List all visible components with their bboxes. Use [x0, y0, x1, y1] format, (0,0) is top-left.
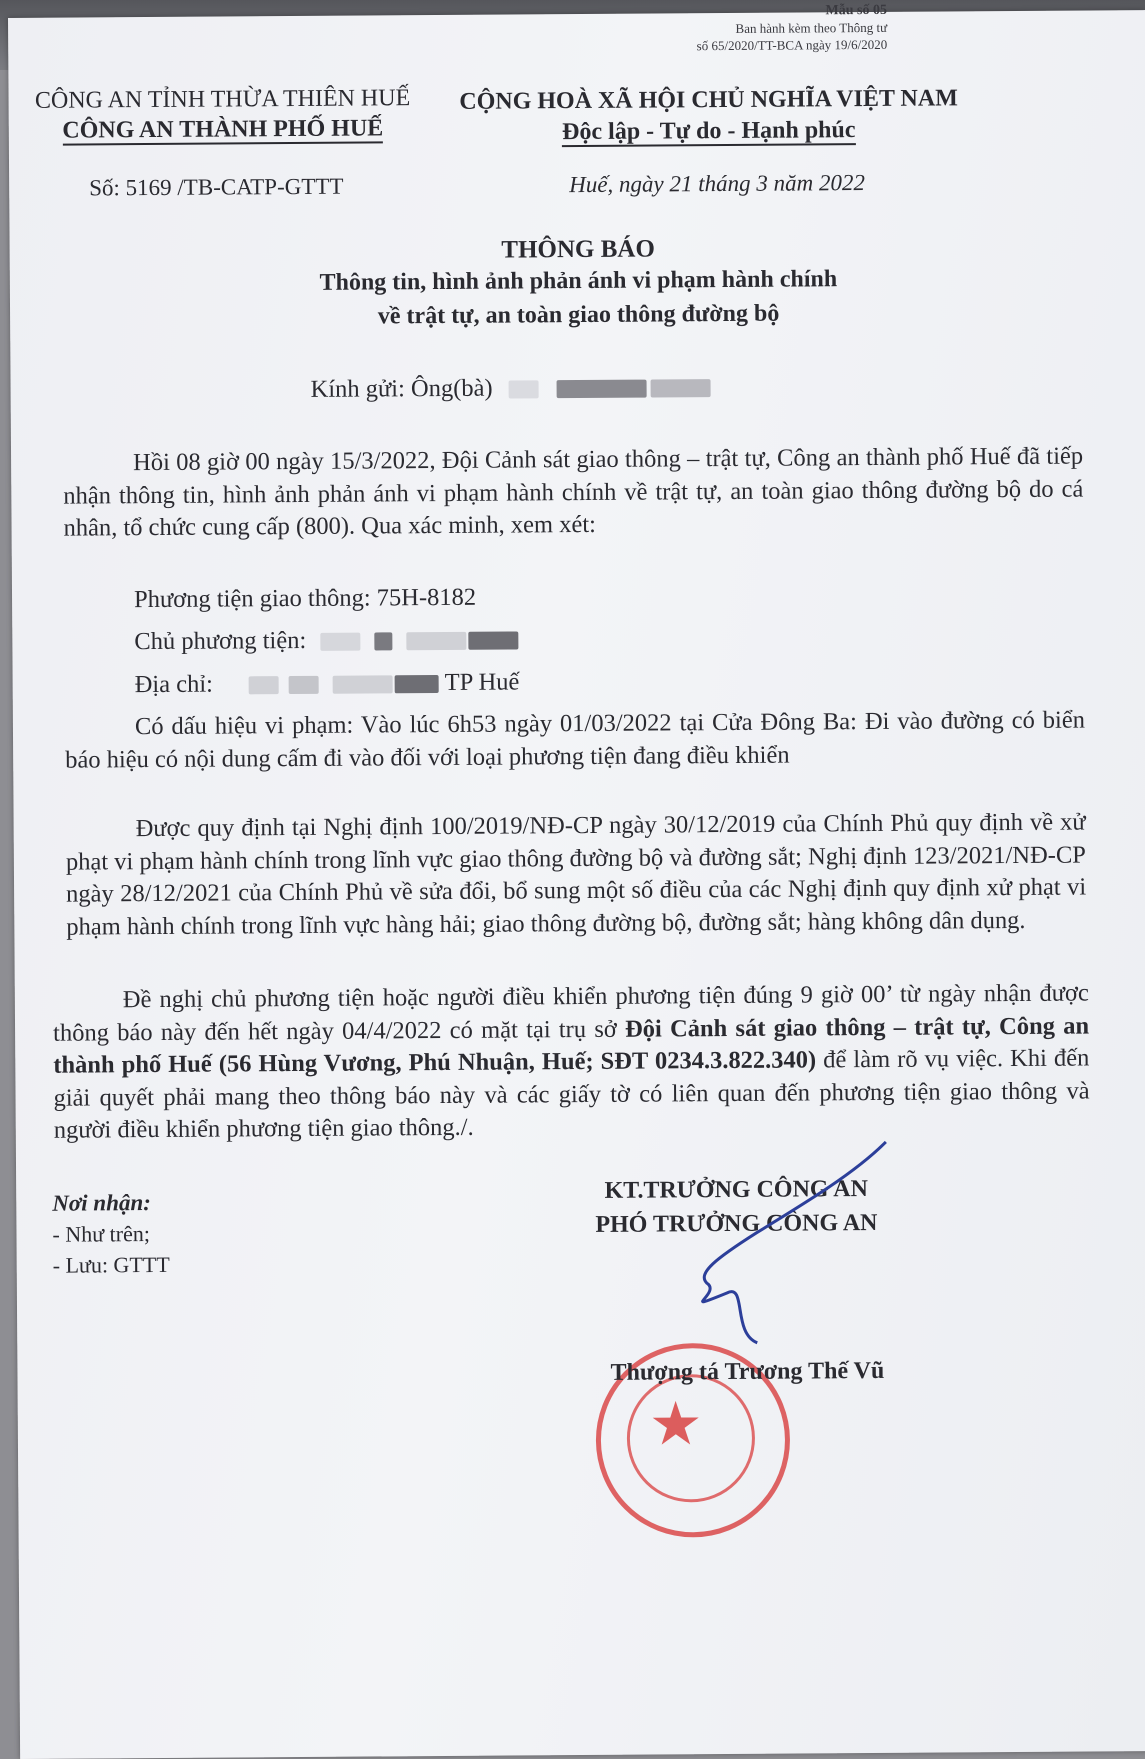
- motto: Độc lập - Tự do - Hạnh phúc: [562, 117, 856, 146]
- agency-header: [22, 83, 422, 146]
- signature-title-1: KT.TRƯỞNG CÔNG AN: [604, 1176, 868, 1204]
- recipients-block: [52, 1187, 170, 1281]
- recipient-item: - Lưu: GTTT: [52, 1251, 170, 1278]
- address-label: Địa chỉ:: [134, 670, 213, 699]
- notice-subtitle-1: Thông tin, hình ảnh phản ánh vi phạm hành chính: [319, 266, 838, 296]
- owner-label: Chủ phương tiện:: [134, 626, 307, 656]
- recipient-label: Kính gửi: Ông(bà): [310, 374, 493, 403]
- redacted-owner: [320, 633, 360, 651]
- national-header: [448, 83, 968, 149]
- parent-agency: CÔNG AN TỈNH THỪA THIÊN HUẾ: [34, 85, 411, 114]
- signer-name: Thượng tá Trương Thế Vũ: [610, 1357, 885, 1386]
- intro-paragraph: Hồi 08 giờ 00 ngày 15/3/2022, Đội Cảnh sát giao thông – trật tự, Công an thành phố Huế đã tiếp nhận thông tin, hình ảnh phản ánh vi phạm hành chính về trật tự, an toàn giao thông đường bộ do cá nhân, tổ chức cung cấp (800). Qua xác minh, xem xét:: [63, 442, 1084, 542]
- document-number: Số: 5169 /TB-CATP-GTTT: [89, 173, 344, 201]
- recipient-item: - Như trên;: [52, 1221, 151, 1247]
- request-text-c: để làm rõ vụ việc. Khi đến giải quyết phải mang theo thông báo này và các giấy tờ có liên quan đến phương tiện giao thông và người điều khiển phương tiện giao thông./.: [53, 1044, 1090, 1144]
- form-note: [696, 2, 887, 54]
- redacted-address: [249, 676, 279, 694]
- vehicle-line: Phương tiện giao thông: 75H-8182: [133, 583, 477, 614]
- country-title: CỘNG HOÀ XÃ HỘI CHỦ NGHĨA VIỆT NAM: [459, 85, 958, 115]
- notice-subtitle-2: về trật tự, an toàn giao thông đường bộ: [10, 294, 1145, 336]
- address-city: TP Huế: [444, 668, 520, 696]
- legal-basis-paragraph: Được quy định tại Nghị định 100/2019/NĐ-CP ngày 30/12/2019 của Chính Phủ quy định về xử phạt vi phạm hành chính trong lĩnh vực giao thông đường bộ và đường sắt; Nghị định 123/2021/NĐ-CP ngày 28/12/2021 của Chính Phủ về sửa đổi, bổ sung một số điều của các Nghị định quy định xử phạt vi phạm hành chính trong lĩnh vực hàng hải; giao thông đường bộ, đường sắt; hàng không dân dụng.: [65, 808, 1087, 941]
- redacted-name: [509, 381, 539, 399]
- owner-line: [134, 622, 518, 658]
- star-icon: ★: [648, 1391, 703, 1458]
- signature-title-2: PHÓ TRƯỞNG CÔNG AN: [595, 1209, 878, 1238]
- agency-name: CÔNG AN THÀNH PHỐ HUẾ: [62, 115, 384, 144]
- form-number: Mẫu số 05: [825, 2, 888, 19]
- recipients-heading: Nơi nhận:: [52, 1190, 152, 1216]
- notice-title: THÔNG BÁO: [501, 235, 655, 264]
- form-circular: số 65/2020/TT-BCA ngày 19/6/2020: [696, 36, 888, 54]
- request-text-a: Đề nghị chủ phương tiện hoặc người điều khiển phương tiện đúng 9 giờ 00’ từ ngày nhận được thông báo này đến hết ngày 04/4/2022 có mặt tại trụ sở: [52, 979, 1089, 1047]
- document-page: [8, 2, 1145, 1759]
- form-issued-by: Ban hành kèm theo Thông tư: [735, 19, 888, 36]
- place-date: Huế, ngày 21 tháng 3 năm 2022: [569, 170, 866, 198]
- address-line: [135, 665, 520, 701]
- violation-paragraph: Có dấu hiệu vi phạm: Vào lúc 6h53 ngày 01/03/2022 tại Cửa Đông Ba: Đi vào đường có biển báo hiệu có nội dung cấm đi vào đối với loại phương tiện đang điều khiển: [65, 706, 1086, 774]
- recipient-line: [310, 370, 710, 406]
- request-paragraph: [53, 977, 1090, 1147]
- request-office: Đội Cảnh sát giao thông – trật tự, Công an thành phố Huế (56 Hùng Vương, Phú Nhuận, Huế; SĐT 0234.3.822.340): [53, 1011, 1090, 1079]
- handwritten-signature: [556, 1132, 938, 1355]
